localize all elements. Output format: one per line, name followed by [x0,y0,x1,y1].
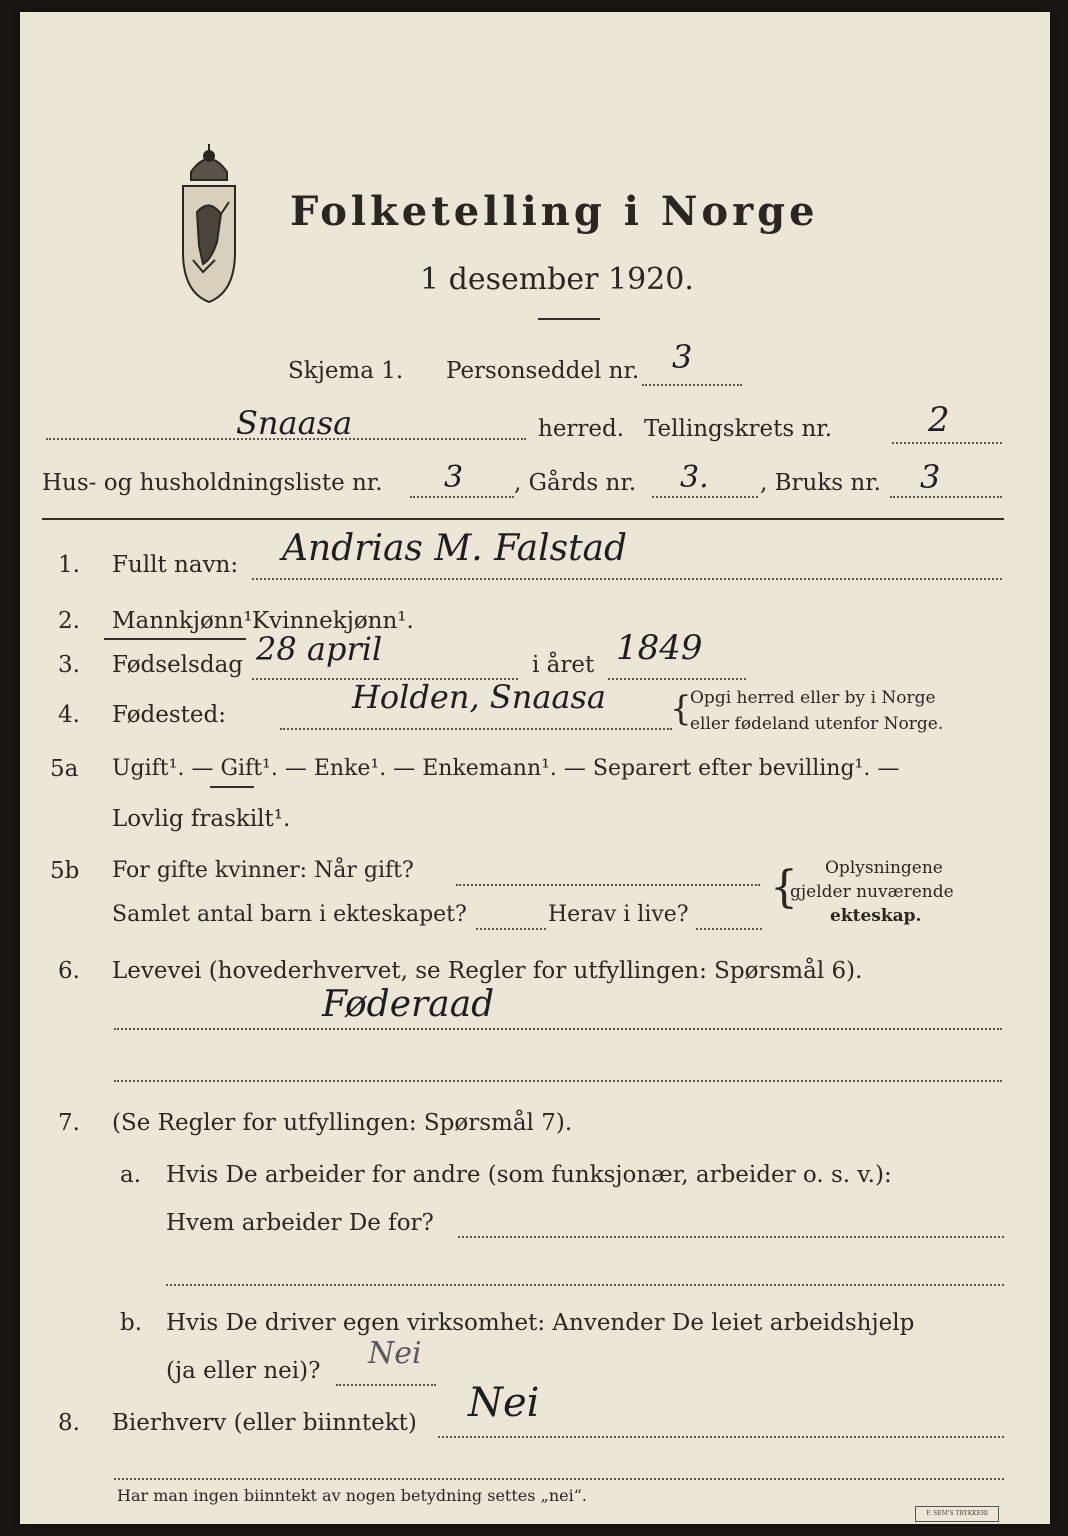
full-name-value[interactable]: Andrias M. Falstad [282,528,628,569]
q8-line-1 [438,1436,1004,1438]
employs-help-value[interactable]: Nei [368,1336,422,1371]
q5a-options[interactable]: Ugift¹. — Gift¹. — Enke¹. — Enkemann¹. — Separert efter bevilling¹. — [112,756,900,781]
personseddel-line [642,384,742,386]
q5b-children-line[interactable] [476,928,546,930]
q7a-label-2: Hvem arbeider De for? [166,1210,434,1236]
q7b-label-2: (ja eller nei)? [166,1358,321,1384]
hus-line [410,496,514,498]
coat-of-arms-icon [163,142,255,308]
q4-number: 4. [58,702,80,728]
gards-line [652,496,758,498]
q5b-brace: { [770,862,798,913]
q5b-label-1: For gifte kvinner: Når gift? [112,858,414,883]
q3-number: 3. [58,652,80,678]
q7-number: 7. [58,1110,80,1136]
q1-number: 1. [58,552,80,578]
gards-value[interactable]: 3. [680,460,709,495]
gards-label: , Gårds nr. [514,470,637,496]
form-subtitle: 1 desember 1920. [420,262,694,297]
hus-value[interactable]: 3 [444,460,464,495]
q2-male-option[interactable]: Mannkjønn¹. [112,608,260,634]
q3-year-line [608,678,746,680]
q5b-note-2: gjelder nuværende [790,882,954,902]
q7a-line-1[interactable] [458,1236,1004,1238]
q4-note-2: eller fødeland utenfor Norge. [690,714,944,734]
tellingskrets-value[interactable]: 2 [928,400,950,440]
birthdate-value[interactable]: 28 april [256,630,383,668]
q5b-label-2: Samlet antal barn i ekteskapet? [112,902,467,927]
birthyear-value[interactable]: 1849 [616,628,703,668]
q5b-alive-line[interactable] [696,928,762,930]
q2-number: 2. [58,608,80,634]
q5b-note-1: Oplysningene [825,858,943,878]
q8-label: Bierhverv (eller biinntekt) [112,1410,417,1436]
q5b-when-line[interactable] [456,884,760,886]
bruks-label: , Bruks nr. [760,470,881,496]
side-income-value[interactable]: Nei [468,1380,540,1426]
q7-label: (Se Regler for utfyllingen: Spørsmål 7). [112,1110,573,1136]
q6-line-2 [114,1080,1002,1082]
q7b-line [336,1384,436,1386]
birthplace-value[interactable]: Holden, Snaasa [352,678,606,716]
q5a-gift-underline [210,786,254,788]
q4-line [280,728,672,730]
q5b-number: 5b [50,858,80,884]
skjema-label: Skjema 1. [288,358,404,384]
q7b-number: b. [120,1310,143,1336]
q7a-line-2[interactable] [166,1284,1004,1286]
personseddel-label: Personseddel nr. [446,358,640,384]
bruks-value[interactable]: 3 [920,458,941,496]
q2-female-option[interactable]: Kvinnekjønn¹. [252,608,414,634]
q1-label: Fullt navn: [112,552,239,578]
q6-number: 6. [58,958,80,984]
q5a-number: 5a [50,756,79,782]
q7a-number: a. [120,1162,142,1188]
tellingskrets-line [892,442,1002,444]
herred-label: herred. [538,416,625,442]
q8-line-2 [114,1478,1004,1480]
printer-mark: F. SEM'S TRYKKERI [915,1506,999,1522]
q3-year-label: i året [532,652,595,678]
q7b-label-1: Hvis De driver egen virksomhet: Anvender De leiet arbeidshjelp [166,1310,915,1336]
herred-value[interactable]: Snaasa [236,404,353,442]
bruks-line [890,496,1002,498]
form-title: Folketelling i Norge [290,188,819,235]
q5a-options-2[interactable]: Lovlig fraskilt¹. [112,806,291,832]
title-divider [538,318,600,320]
footer-note: Har man ingen biinntekt av nogen betydning settes „nei“. [117,1486,587,1505]
q5b-label-3: Herav i live? [548,902,689,927]
q5b-note-3: ekteskap. [830,906,922,926]
q4-label: Fødested: [112,702,227,728]
q4-brace: { [670,689,692,729]
q7a-label-1: Hvis De arbeider for andre (som funksjonær, arbeider o. s. v.): [166,1162,892,1188]
q1-line [252,578,1002,580]
q4-note-1: Opgi herred eller by i Norge [690,688,936,708]
occupation-value[interactable]: Føderaad [322,984,495,1025]
header-rule [42,518,1004,520]
tellingskrets-label: Tellingskrets nr. [644,416,833,442]
q6-label: Levevei (hovederhvervet, se Regler for utfyllingen: Spørsmål 6). [112,958,863,984]
q6-line-1 [114,1028,1002,1030]
personseddel-value[interactable]: 3 [672,338,693,376]
census-form-sheet [20,12,1050,1524]
q8-number: 8. [58,1410,80,1436]
q3-label: Fødselsdag [112,652,244,678]
q2-male-underline [104,638,246,640]
hus-label: Hus- og husholdningsliste nr. [42,470,383,496]
